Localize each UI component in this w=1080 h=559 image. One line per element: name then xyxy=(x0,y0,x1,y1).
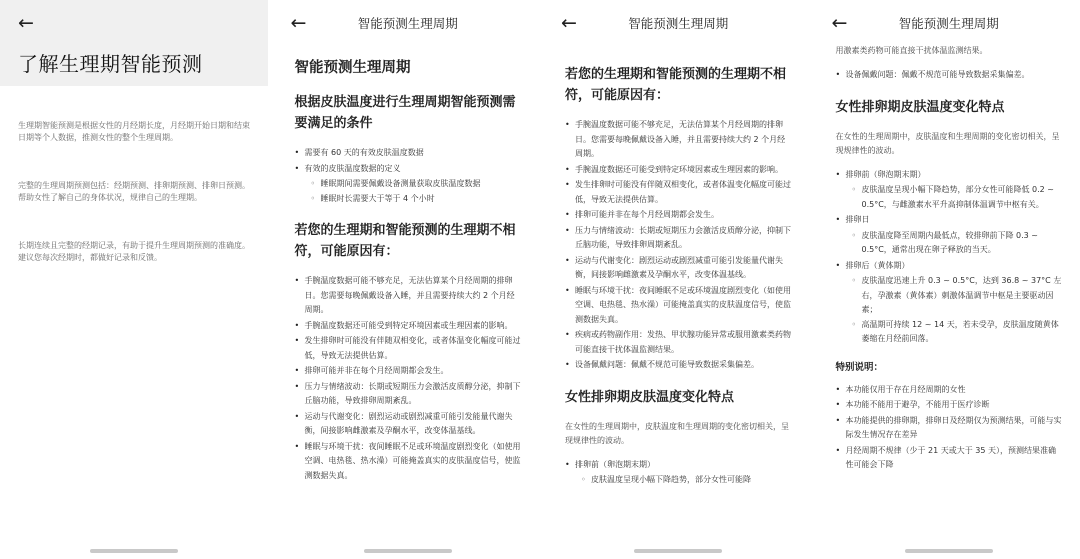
list-item: • 疾病或药物副作用：发热、甲状腺功能异常或服用激素类药物可能直接干扰体温监测结果。 xyxy=(565,328,792,357)
intro-body xyxy=(0,86,268,264)
cut-off-text: 用激素类药物可能直接干扰体温监测结果。 xyxy=(835,46,988,55)
back-arrow-icon[interactable]: ← xyxy=(560,12,577,34)
list-item: • 本功能仅用于存在月经周期的女性 xyxy=(836,383,1063,398)
list-item: • 需要有 60 天的有效皮肤温度数据 xyxy=(294,146,521,161)
prediction-screen-top xyxy=(276,0,539,559)
list-item xyxy=(294,162,521,207)
sub-list xyxy=(304,177,521,206)
list-item xyxy=(836,213,1063,258)
sub-list-item: ◦ 睡眠时长需要大于等于 4 个小时 xyxy=(304,192,521,207)
conditions-list xyxy=(294,146,521,206)
sub-list-item: ◦ 睡眠期间需要佩戴设备测量获取皮肤温度数据 xyxy=(304,177,521,192)
list-item: • 手腕温度数据可能不够充足，无法估算某个月经周期的排卵日。您需要每晚佩戴设备入睡，并且需要持续大约 2 个月经周期。 xyxy=(294,274,521,318)
reasons-list xyxy=(294,274,521,483)
list-item: • 设备佩戴问题：佩戴不规范可能导致数据采集偏差。 xyxy=(836,68,1063,83)
phase-label: 排卵日 xyxy=(845,215,870,224)
section-title-reasons: 若您的生理期和智能预测的生理期不相符，可能原因有： xyxy=(294,223,516,259)
nav-title: 智能预测生理周期 xyxy=(357,16,458,31)
sub-list-item: ◦ 高温期可持续 12 ~ 14 天，若未受孕，皮肤温度随黄体萎缩在月经前回落。 xyxy=(846,318,1063,347)
section-title-temperature: 女性排卵期皮肤温度变化特点 xyxy=(835,99,1005,115)
sub-list-item: ◦ 皮肤温度迅速上升 0.3 ~ 0.5°C，达到 36.8 ~ 37°C 左右，孕激素（黄体素）刺激体温调节中枢是主要驱动因素； xyxy=(846,274,1063,318)
prediction-screen-middle xyxy=(547,0,810,559)
back-arrow-icon[interactable]: ← xyxy=(831,12,848,34)
sub-list xyxy=(846,229,1063,258)
notes-title: 特别说明： xyxy=(835,361,884,373)
home-indicator[interactable] xyxy=(364,549,452,553)
list-item: • 运动与代谢变化：剧烈运动或剧烈减重可能引发能量代谢失衡，间接影响雌激素及孕酮水平，改变体温基线。 xyxy=(565,254,792,283)
notes-list xyxy=(836,383,1063,473)
sub-list-item: ◦ 皮肤温度降至周期内最低点，较排卵前下降 0.3 ~ 0.5°C，通常出现在卵子释放的当天。 xyxy=(846,229,1063,258)
nav-bar xyxy=(547,0,810,46)
sub-list-item: ◦ 皮肤温度呈现小幅下降趋势，部分女性可能降 xyxy=(575,473,792,488)
nav-bar xyxy=(276,0,539,46)
sub-list xyxy=(846,274,1063,347)
intro-paragraph: 长期连续且完整的经期记录，有助于提升生理周期预测的准确度。建议您每次经期时，都做好记录和反馈。 xyxy=(18,241,250,262)
reasons-list-tail xyxy=(836,68,1063,83)
list-item: • 手腕温度数据还可能受到特定环境因素或生理因素的影响。 xyxy=(565,163,792,178)
list-item: • 手腕温度数据可能不够充足，无法估算某个月经周期的排卵日。您需要每晚佩戴设备入睡，并且需要持续大约 2 个月经周期。 xyxy=(565,118,792,162)
sub-list-item: ◦ 皮肤温度呈现小幅下降趋势，部分女性可能降低 0.2 ~ 0.5°C，与雌激素水平升高抑制体温调节中枢有关。 xyxy=(846,183,1063,212)
list-item: • 月经周期不规律（少于 21 天或大于 35 天），预测结果准确性可能会下降 xyxy=(836,444,1063,473)
nav-bar xyxy=(818,0,1080,46)
list-item: • 压力与情绪波动：长期或短期压力会激活皮质醇分泌，抑制下丘脑功能，导致排卵周期紊乱。 xyxy=(294,380,521,409)
phase-list xyxy=(836,168,1063,347)
section-intro: 在女性的生理周期中，皮肤温度和生理周期的变化密切相关，呈现规律性的波动。 xyxy=(835,131,1060,155)
article-content xyxy=(276,46,539,483)
list-item: • 设备佩戴问题：佩戴不规范可能导致数据采集偏差。 xyxy=(565,358,792,373)
list-item: • 发生排卵时可能没有伴随双相变化，或者体温变化幅度可能过低，导致无法提供估算。 xyxy=(565,178,792,207)
back-arrow-icon[interactable]: ← xyxy=(290,12,307,34)
phase-label: 排卵后（黄体期） xyxy=(845,260,910,270)
intro-header xyxy=(0,0,268,86)
home-indicator[interactable] xyxy=(90,549,178,553)
back-arrow-icon[interactable]: ← xyxy=(18,12,34,34)
home-indicator[interactable] xyxy=(905,549,993,553)
intro-screen xyxy=(0,0,268,559)
nav-title: 智能预测生理周期 xyxy=(898,16,999,31)
list-item xyxy=(836,259,1063,347)
list-item xyxy=(836,168,1063,213)
list-item xyxy=(565,458,792,488)
sub-list xyxy=(846,183,1063,212)
page-title: 了解生理期智能预测 xyxy=(18,52,203,76)
list-item: • 压力与情绪波动：长期或短期压力会激活皮质醇分泌，抑制下丘脑功能，导致排卵周期紊乱。 xyxy=(565,224,792,253)
list-item: • 发生排卵时可能没有伴随双相变化，或者体温变化幅度可能过低，导致无法提供估算。 xyxy=(294,334,521,363)
intro-paragraph: 生理期智能预测是根据女性的月经期长度，月经期开始日期和结束日期等个人数据，推测女性的整个生理周期。 xyxy=(18,121,250,142)
list-item-text: 有效的皮肤温度数据的定义 xyxy=(304,163,401,173)
section-title-conditions: 根据皮肤温度进行生理周期智能预测需要满足的条件 xyxy=(294,95,516,131)
list-item: • 排卵可能并非在每个月经周期都会发生。 xyxy=(294,364,521,379)
list-item: • 手腕温度数据还可能受到特定环境因素或生理因素的影响。 xyxy=(294,319,521,334)
section-title-reasons: 若您的生理期和智能预测的生理期不相符，可能原因有： xyxy=(564,67,786,103)
intro-paragraph: 完整的生理周期预测包括：经期预测、排卵期预测、排卵日预测。帮助女性了解自己的身体状况，规律自己的生理期。 xyxy=(18,181,250,202)
home-indicator[interactable] xyxy=(634,549,722,553)
article-content xyxy=(818,46,1080,473)
list-item: • 睡眠与环境干扰：夜间睡眠不足或环境温度剧烈变化（如使用空调、电热毯、热水澡）可能掩盖真实的皮肤温度信号，使监测数据失真。 xyxy=(565,284,792,328)
list-item: • 排卵可能并非在每个月经周期都会发生。 xyxy=(565,208,792,223)
nav-title: 智能预测生理周期 xyxy=(628,16,729,31)
section-intro: 在女性的生理周期中，皮肤温度和生理周期的变化密切相关，呈现规律性的波动。 xyxy=(564,421,789,445)
sub-list xyxy=(575,473,792,488)
phase-list xyxy=(565,458,792,488)
list-item: • 本功能提供的排卵期，排卵日及经期仅为预测结果，可能与实际发生情况存在差异 xyxy=(836,414,1063,443)
list-item: • 睡眠与环境干扰：夜间睡眠不足或环境温度剧烈变化（如使用空调、电热毯、热水澡）可能掩盖真实的皮肤温度信号，使监测数据失真。 xyxy=(294,440,521,484)
reasons-list xyxy=(565,118,792,373)
phase-label: 排卵前（卵泡期末期） xyxy=(574,459,655,469)
article-heading: 智能预测生理周期 xyxy=(294,60,411,76)
prediction-screen-bottom xyxy=(818,0,1080,559)
section-title-temperature: 女性排卵期皮肤温度变化特点 xyxy=(564,389,734,405)
list-item: • 运动与代谢变化：剧烈运动或剧烈减重可能引发能量代谢失衡，间接影响雌激素及孕酮水平，改变体温基线。 xyxy=(294,410,521,439)
article-content xyxy=(547,46,810,488)
phase-label: 排卵前（卵泡期末期） xyxy=(845,169,926,179)
list-item: • 本功能不能用于避孕，不能用于医疗诊断 xyxy=(836,398,1063,413)
